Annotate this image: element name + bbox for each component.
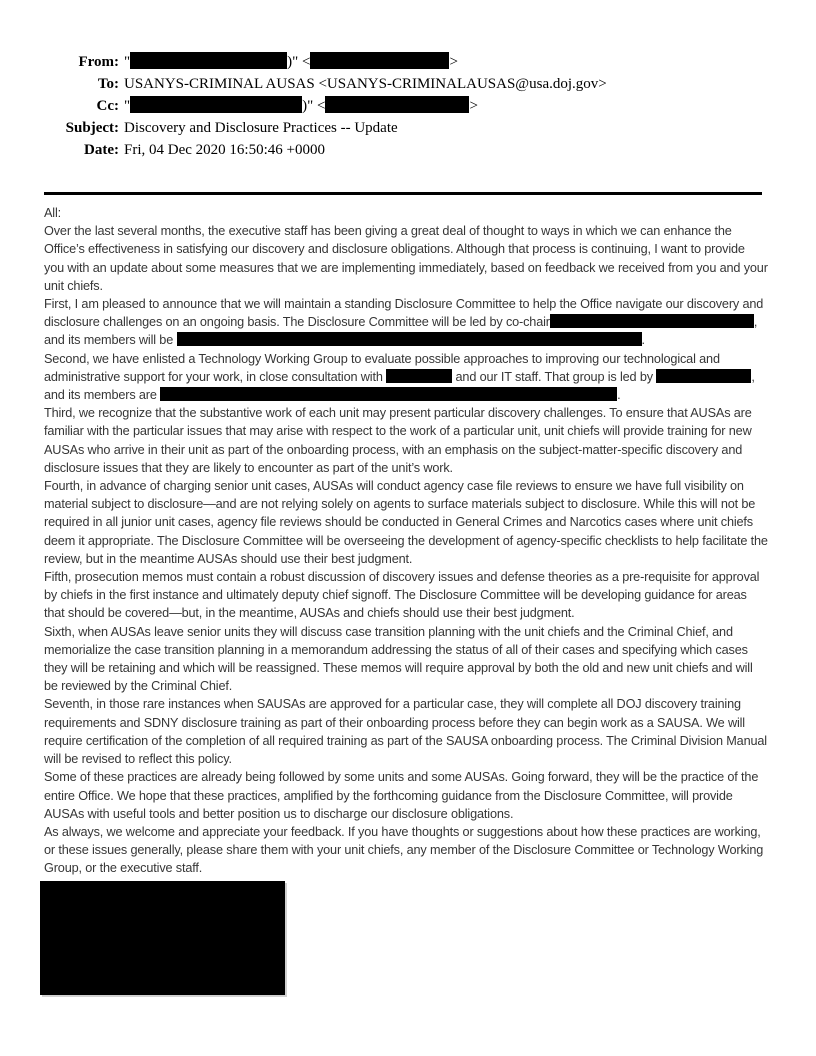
text-run: As always, we welcome and appreciate your feedback. If you have thoughts or suggestions about how these practices are working, or these issues generally, please share them with your unit chiefs, any member of the Disclosure Committee or Technology Working Group, or the executive staff. xyxy=(44,824,764,876)
text-run: First, I am pleased to announce that we will maintain a standing Disclosure Committee to help the Office navigate our discovery and disclosure challenges on an ongoing basis. The Disclosure Committee will be led by co-chair xyxy=(44,297,764,330)
redaction-bar xyxy=(160,387,617,401)
redaction-bar xyxy=(130,96,302,113)
body-paragraph xyxy=(44,222,768,295)
text-run: and our IT staff. That group is led by xyxy=(452,369,657,384)
header-field-label: To: xyxy=(97,76,119,92)
body-paragraph xyxy=(44,695,768,768)
body-paragraph xyxy=(44,823,768,878)
text-run: > xyxy=(469,98,478,114)
header-separator xyxy=(44,192,762,195)
redaction-bar xyxy=(310,52,449,69)
redaction-bar xyxy=(656,369,699,383)
redaction-bar xyxy=(386,369,452,383)
header-field-to xyxy=(0,73,816,95)
header-field-date xyxy=(0,139,816,161)
header-field-label: Date: xyxy=(84,142,119,158)
text-run: )" < xyxy=(302,98,326,114)
body-paragraph xyxy=(44,204,768,222)
text-run: Second, we have enlisted a Technology Working Group to evaluate possible approaches to improving our technological and administrative support for your work, in close consultation with xyxy=(44,351,720,384)
header-field-value xyxy=(124,117,398,139)
header-field-label: Cc: xyxy=(96,98,119,114)
header-field-value xyxy=(124,73,607,95)
text-run: . xyxy=(641,333,645,348)
body-paragraph xyxy=(44,768,768,823)
text-run: , and its members will be xyxy=(44,315,758,348)
signature-redaction-block xyxy=(40,881,285,995)
text-run: Sixth, when AUSAs leave senior units they will discuss case transition planning with the unit chiefs and the Criminal Chief, and memorialize the case transition planning in a memorandum addressing the status of all of their cases and specifying which cases they will be retaining and which will be reassigned. These memos will require approval by both the old and new unit chiefs and will be reviewed by the Criminal Chief. xyxy=(44,624,753,694)
text-run: > xyxy=(449,54,458,70)
text-run: Some of these practices are already being followed by some units and some AUSAs. Going forward, they will be the practice of the entire Office. We hope that these practices, amplified by the forthcoming guidance from the Disclosure Committee, will provide AUSAs with useful tools and better position us to discharge our disclosure obligations. xyxy=(44,770,759,821)
text-run: Third, we recognize that the substantive work of each unit may present particular discovery challenges. To ensure that AUSAs are familiar with the particular issues that may arise with respect to the work of a particular unit, unit chiefs will provide training for new AUSAs who arrive in their unit as part of the onboarding process, with an emphasis on the subject-matter-specific discovery and disclosure issues that they are likely to encounter as part of the unit’s work. xyxy=(44,406,752,475)
body-paragraph xyxy=(44,477,768,568)
header-field-label: From: xyxy=(78,54,119,70)
redaction-bar xyxy=(699,369,751,383)
text-run: Over the last several months, the executive staff has been giving a great deal of thought to ways in which we can enhance the Office’s effectiveness in satisfying our discovery and disclosure obligations. Although that process is continuing, I want to provide you with an update about some measures that we are implementing immediately, based on feedback we received from you and your unit chiefs. xyxy=(44,224,768,293)
text-run: " xyxy=(124,54,131,70)
header-field-subject xyxy=(0,117,816,139)
text-run: , and its members are xyxy=(44,369,755,403)
text-run: USANYS-CRIMINAL AUSAS <USANYS-CRIMINALAUSAS@usa.doj.gov> xyxy=(124,76,607,92)
header-field-cc xyxy=(0,95,816,117)
text-run: )" < xyxy=(287,54,311,70)
email-header xyxy=(0,0,816,161)
text-run: Seventh, in those rare instances when SAUSAs are approved for a particular case, they will complete all DOJ discovery training requirements and SDNY disclosure training as part of their onboarding process before they can begin work as a SAUSA. We will require certification of the completion of all required training as part of the SAUSA onboarding process. The Criminal Division Manual will be revised to reflect this policy. xyxy=(44,697,767,767)
redaction-bar xyxy=(603,314,754,328)
text-run: Fourth, in advance of charging senior unit cases, AUSAs will conduct agency case file reviews to ensure we have full visibility on material subject to disclosure—and are not relying solely on agents to surface materials subject to disclosure. While this will not be required in all junior unit cases, agency file reviews should be conducted in General Crimes and Narcotics cases where unit chiefs deem it appropriate. The Disclosure Committee will be overseeing the development of agency-specific checklists to help facilitate the review, but in the meantime AUSAs should use their best judgment. xyxy=(44,479,768,566)
redaction-bar xyxy=(177,332,576,346)
body-paragraph xyxy=(44,404,768,477)
redaction-bar xyxy=(550,314,603,328)
header-field-value xyxy=(124,51,458,73)
redaction-bar xyxy=(130,52,287,69)
text-run: Fri, 04 Dec 2020 16:50:46 +0000 xyxy=(124,142,325,158)
text-run: All: xyxy=(44,206,62,220)
redaction-bar xyxy=(576,332,642,346)
header-field-value xyxy=(124,95,478,117)
email-body xyxy=(44,204,768,878)
body-paragraph xyxy=(44,568,768,623)
text-run: " xyxy=(124,98,131,114)
text-run: Fifth, prosecution memos must contain a robust discussion of discovery issues and defense theories as a pre-requisite for approval by chiefs in the first instance and ultimately deputy chief signoff. The Disclosure Committee will be developing guidance for areas that should be covered—but, in the meantime, AUSAs and chiefs should use their best judgment. xyxy=(44,570,760,621)
header-field-value xyxy=(124,139,325,161)
redaction-bar xyxy=(325,96,469,113)
text-run: Discovery and Disclosure Practices -- Update xyxy=(124,120,398,136)
body-paragraph xyxy=(44,295,768,350)
header-field-from xyxy=(0,51,816,73)
text-run: . xyxy=(617,388,621,403)
body-paragraph xyxy=(44,350,768,405)
header-field-label: Subject: xyxy=(65,120,119,136)
body-paragraph xyxy=(44,623,768,696)
